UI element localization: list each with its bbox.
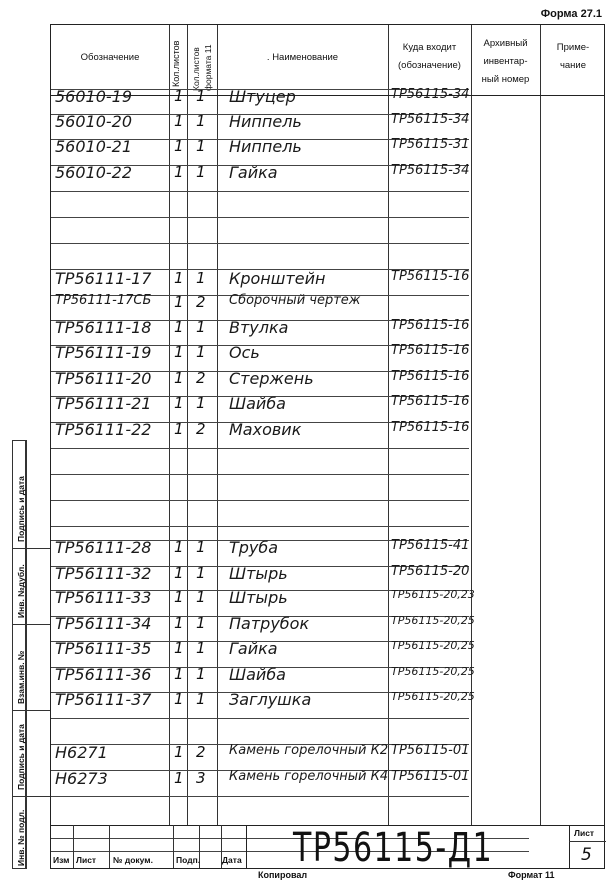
row-line: [51, 796, 469, 797]
row-name: Штырь: [229, 588, 288, 607]
row-designation: ТР56111-33: [55, 588, 152, 607]
row-format-sheets: 1: [196, 269, 206, 287]
row-format-sheets: 3: [196, 769, 206, 787]
row-name: Кронштейн: [229, 269, 326, 288]
tb-data: Дата: [222, 855, 242, 865]
row-format-sheets: 1: [196, 538, 206, 556]
row-name: Штырь: [229, 564, 288, 583]
form-label: Форма 27.1: [540, 8, 602, 20]
margin-label-inv-podl: Инв. № подл.: [16, 809, 26, 866]
margin-label-sign-date: Подпись и дата: [16, 476, 26, 542]
row-name: Штуцер: [229, 87, 296, 106]
tb-col: [173, 825, 174, 868]
tb-col: [73, 825, 74, 868]
row-where: ТР56115-34: [391, 87, 470, 102]
footer-copied: Копировал: [258, 870, 308, 880]
row-sheets-count: 1: [174, 369, 184, 387]
row-line: [51, 191, 469, 192]
margin-divider: [12, 548, 50, 549]
document-code: ТР56115-Д1: [293, 825, 494, 871]
header-sheets-count: Кол.листов: [171, 40, 181, 87]
row-format-sheets: 1: [196, 163, 206, 181]
row-sheets-count: 1: [174, 665, 184, 683]
row-name: Маховик: [229, 420, 302, 439]
row-format-sheets: 1: [196, 665, 206, 683]
header-designation: Обозначение: [80, 52, 140, 63]
col-divider: [388, 25, 389, 825]
row-where: ТР56115-20,25: [391, 639, 475, 652]
row-name: Ось: [229, 343, 260, 362]
row-line: [51, 243, 469, 244]
row-designation: ТР56111-17СБ: [55, 293, 152, 308]
header-archive: Архивный инвентар- ный номер: [481, 38, 530, 86]
row-format-sheets: 2: [196, 369, 206, 387]
row-line: [51, 718, 469, 719]
row-sheets-count: 1: [174, 769, 184, 787]
row-where: ТР56115-16: [391, 318, 470, 333]
row-name: Гайка: [229, 639, 278, 658]
tb-col: [109, 825, 110, 868]
margin-divider: [12, 624, 50, 625]
tb-col: [569, 825, 570, 868]
row-format-sheets: 1: [196, 343, 206, 361]
row-where: ТР56115-16: [391, 269, 470, 284]
row-where: ТР56115-16: [391, 394, 470, 409]
row-where: ТР56115-20,25: [391, 690, 475, 703]
row-name: Патрубок: [229, 614, 310, 633]
spec-sheet: [50, 24, 605, 869]
header-name: . Наименование: [266, 52, 339, 63]
row-name: Труба: [229, 538, 279, 557]
col-divider: [471, 25, 472, 825]
col-divider: [217, 25, 218, 825]
col-divider: [169, 25, 170, 825]
row-where: ТР56115-20,23: [391, 588, 475, 601]
row-designation: ТР56111-36: [55, 665, 152, 684]
tb-doc-no: № докум.: [113, 855, 153, 865]
row-designation: 56010-21: [55, 137, 133, 156]
row-name: Шайба: [229, 665, 286, 684]
row-sheets-count: 1: [174, 87, 184, 105]
header-format-sheets: Кол.листов формата 11: [191, 44, 213, 91]
row-name: Камень горелочный К2: [229, 743, 389, 758]
row-designation: 56010-19: [55, 87, 133, 106]
row-sheets-count: 1: [174, 420, 184, 438]
row-designation: ТР56111-22: [55, 420, 152, 439]
row-where: ТР56115-31: [391, 137, 470, 152]
row-designation: ТР56111-17: [55, 269, 152, 288]
row-designation: ТР56111-32: [55, 564, 152, 583]
row-designation: Н6271: [55, 743, 108, 762]
row-name: Камень горелочный К4: [229, 769, 389, 784]
tb-izm: Изм: [53, 855, 70, 865]
row-sheets-count: 1: [174, 112, 184, 130]
row-sheets-count: 1: [174, 588, 184, 606]
header-where: Куда входит (обозначение): [398, 42, 461, 72]
row-format-sheets: 1: [196, 690, 206, 708]
row-designation: 56010-20: [55, 112, 133, 131]
row-format-sheets: 2: [196, 743, 206, 761]
row-designation: 56010-22: [55, 163, 133, 182]
row-where: ТР56115-16: [391, 343, 470, 358]
row-sheets-count: 1: [174, 163, 184, 181]
row-name: Стержень: [229, 369, 314, 388]
row-where: ТР56115-01: [391, 743, 470, 758]
row-designation: ТР56111-34: [55, 614, 152, 633]
row-sheets-count: 1: [174, 269, 184, 287]
row-sheets-count: 1: [174, 137, 184, 155]
row-designation: ТР56111-20: [55, 369, 152, 388]
col-divider: [187, 25, 188, 825]
row-format-sheets: 1: [196, 112, 206, 130]
row-where: ТР56115-16: [391, 369, 470, 384]
tb-podp: Подп.: [176, 855, 201, 865]
row-sheets-count: 1: [174, 394, 184, 412]
row-line: [51, 217, 469, 218]
row-format-sheets: 1: [196, 614, 206, 632]
row-where: ТР56115-20,25: [391, 614, 475, 627]
row-format-sheets: 1: [196, 588, 206, 606]
row-sheets-count: 1: [174, 293, 184, 311]
row-name: Ниппель: [229, 112, 302, 131]
row-line: [51, 500, 469, 501]
footer-format: Формат 11: [508, 870, 555, 880]
row-sheets-count: 1: [174, 318, 184, 336]
row-format-sheets: 1: [196, 87, 206, 105]
row-format-sheets: 1: [196, 564, 206, 582]
col-divider: [540, 25, 541, 825]
margin-label-sign-date-2: Подпись и дата: [16, 724, 26, 790]
row-name: Втулка: [229, 318, 289, 337]
row-where: ТР56115-34: [391, 112, 470, 127]
tb-list: Лист: [76, 855, 97, 865]
header-divider: [51, 95, 604, 96]
row-where: ТР56115-34: [391, 163, 470, 178]
row-sheets-count: 1: [174, 690, 184, 708]
row-sheets-count: 1: [174, 564, 184, 582]
row-name: Заглушка: [229, 690, 312, 709]
margin-divider-vertical: [26, 440, 27, 869]
row-designation: ТР56111-28: [55, 538, 152, 557]
row-where: ТР56115-16: [391, 420, 470, 435]
row-line: [51, 526, 469, 527]
header-note: Приме- чание: [556, 42, 590, 72]
tb-sheet-divider: [569, 841, 606, 842]
row-sheets-count: 1: [174, 614, 184, 632]
row-designation: ТР56111-19: [55, 343, 152, 362]
margin-label-vzam-inv: Взам.инв. №: [16, 650, 26, 704]
margin-divider: [12, 710, 50, 711]
row-format-sheets: 1: [196, 394, 206, 412]
row-designation: ТР56111-21: [55, 394, 152, 413]
row-format-sheets: 1: [196, 639, 206, 657]
row-name: Ниппель: [229, 137, 302, 156]
row-designation: ТР56111-37: [55, 690, 152, 709]
row-sheets-count: 1: [174, 743, 184, 761]
row-format-sheets: 2: [196, 293, 206, 311]
row-sheets-count: 1: [174, 538, 184, 556]
tb-sheet-label: Лист: [574, 828, 595, 838]
row-name: Гайка: [229, 163, 278, 182]
row-designation: Н6273: [55, 769, 108, 788]
margin-divider: [12, 796, 50, 797]
row-format-sheets: 1: [196, 318, 206, 336]
row-where: ТР56115-41: [391, 538, 470, 553]
tb-sheet-number: 5: [581, 845, 592, 865]
row-line: [51, 474, 469, 475]
row-format-sheets: 1: [196, 137, 206, 155]
row-sheets-count: 1: [174, 343, 184, 361]
row-format-sheets: 2: [196, 420, 206, 438]
row-designation: ТР56111-18: [55, 318, 152, 337]
tb-col: [246, 825, 247, 868]
row-designation: ТР56111-35: [55, 639, 152, 658]
margin-label-inv-dubl: Инв. №дубл.: [16, 564, 26, 618]
row-where: ТР56115-20,25: [391, 665, 475, 678]
row-where: ТР56115-01: [391, 769, 470, 784]
row-line: [51, 448, 469, 449]
row-name: Шайба: [229, 394, 286, 413]
row-name: Сборочный чертеж: [229, 293, 361, 308]
row-where: ТР56115-20: [391, 564, 470, 579]
row-sheets-count: 1: [174, 639, 184, 657]
